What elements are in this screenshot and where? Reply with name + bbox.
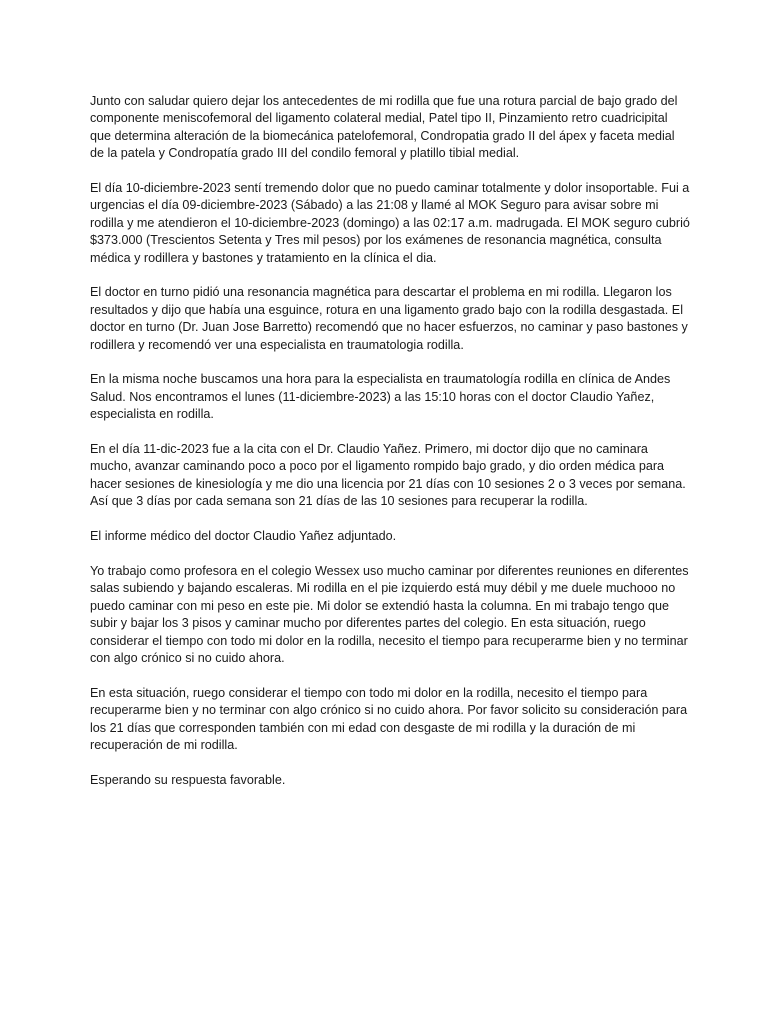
letter-body bbox=[90, 93, 690, 807]
paragraph-specialist-appointment: En la misma noche buscamos una hora para la especialista en traumatología rodilla en clínica de Andes Salud. Nos encontramos el lunes (11-diciembre-2023) a las 15:10 horas con el doctor Claudio Yañez, especialista en rodilla. bbox=[90, 372, 671, 422]
paragraph-request: En esta situación, ruego considerar el tiempo con todo mi dolor en la rodilla, necesito el tiempo para recuperarme bien y no terminar con algo crónico si no cuido ahora. Por favor solicito su consideración para los 21 días que corresponden también con mi edad con desgaste de mi rodilla y la duración de mi recuperación de mi rodilla. bbox=[90, 685, 688, 752]
paragraph-mri-results: El doctor en turno pidió una resonancia magnética para descartar el problema en mi rodilla. Llegaron los resultados y dijo que había una esguince, rotura en una ligamento grado bajo con la rodilla desgastada. El doctor en turno (Dr. Juan Jose Barretto) recomendó que no hacer esfuerzos, no caminar y paso bastones y rodillera y recomendó ver una especialista en traumatologia rodilla. bbox=[90, 285, 688, 352]
paragraph-specialist-visit: En el día 11-dic-2023 fue a la cita con el Dr. Claudio Yañez. Primero, mi doctor dijo que no caminara mucho, avanzar caminando poco a poco por el ligamento rompido bajo grado, y dio orden médica para hacer sesiones de kinesiología y me dio una licencia por 21 días con 10 sesiones 2 o 3 veces por semana. Así que 3 días por cada semana son 21 días de las 10 sesiones para recuperar la rodilla. bbox=[90, 442, 686, 509]
paragraph-report-attached: El informe médico del doctor Claudio Yañez adjuntado. bbox=[90, 529, 397, 544]
paragraph-emergency-visit: El día 10-diciembre-2023 sentí tremendo dolor que no puedo caminar totalmente y dolor insoportable. Fui a urgencias el día 09-diciembre-2023 (Sábado) a las 21:08 y llamé al MOK Seguro para avisar sobre mi rodilla y me atendieron el 10-diciembre-2023 (domingo) a las 02:17 a.m. madrugada. El MOK seguro cubrió $373.000 (Trescientos Setenta y Tres mil pesos) por los exámenes de resonancia magnética, consulta médica y rodillera y bastones y tratamiento en la clínica el dia. bbox=[90, 181, 690, 265]
paragraph-work-situation: Yo trabajo como profesora en el colegio Wessex uso mucho caminar por diferentes reuniones en diferentes salas subiendo y bajando escaleras. Mi rodilla en el pie izquierdo está muy débil y me duele muchooo no puedo caminar con mi peso en este pie. Mi dolor se extendió hasta la columna. En mi trabajo tengo que subir y bajar los 3 pisos y caminar mucho por diferentes partes del colegio. En esta situación, ruego considerar el tiempo con todo mi dolor en la rodilla, necesito el tiempo para recuperarme bien y no terminar con algo crónico si no cuido ahora. bbox=[90, 563, 689, 665]
paragraph-closing: Esperando su respuesta favorable. bbox=[90, 772, 286, 787]
paragraph-knee-history: Junto con saludar quiero dejar los antecedentes de mi rodilla que fue una rotura parcial de bajo grado del componente meniscofemoral del ligamento colateral medial, Patel tipo II, Pinzamiento retro cuadricipital que determina alteración de la biomecánica patelofemoral, Condropatia grado II del ápex y faceta medial de la patela y Condropatía grado III del condilo femoral y platillo tibial medial. bbox=[90, 94, 678, 161]
